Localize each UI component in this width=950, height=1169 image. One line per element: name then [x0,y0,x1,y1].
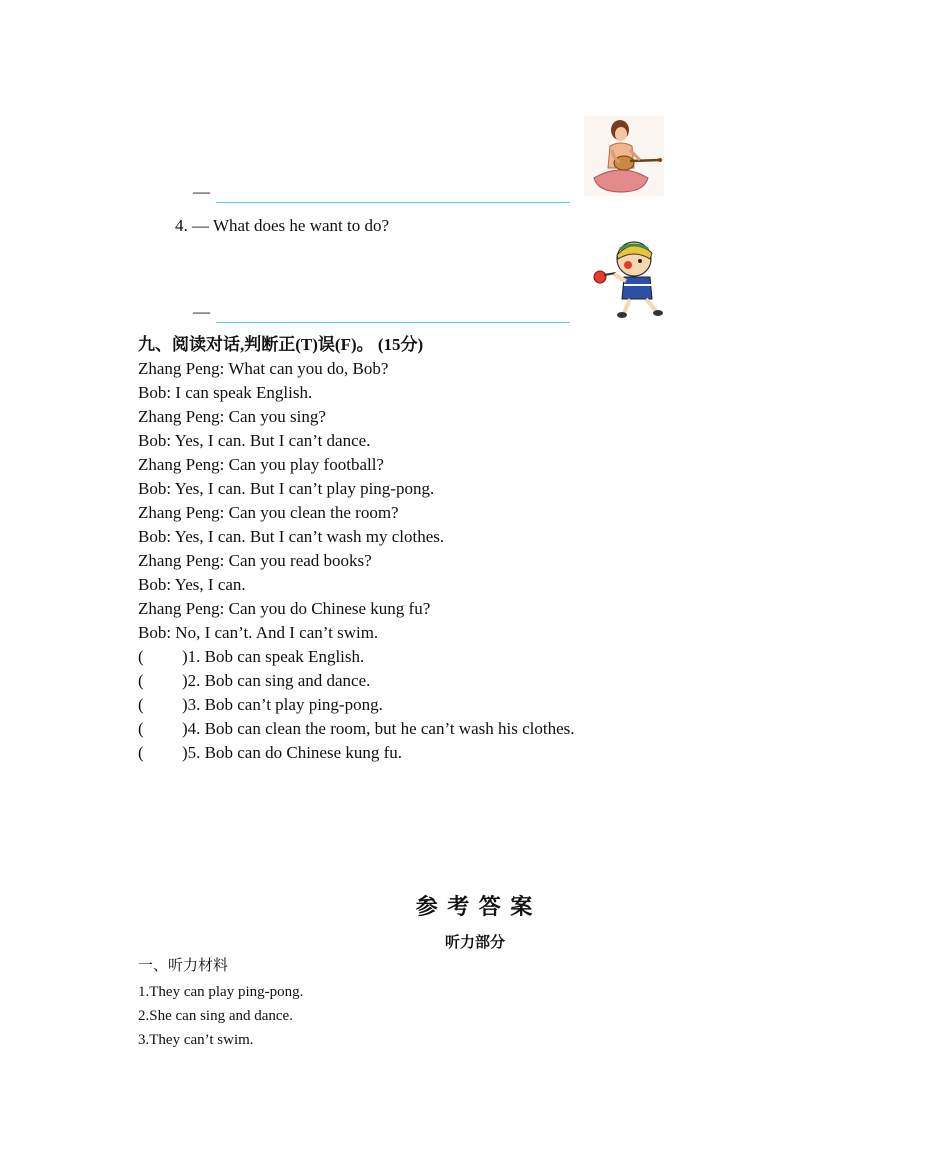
answer-line-q3[interactable] [216,202,570,203]
dialogue-line: Zhang Peng: Can you do Chinese kung fu? [138,599,431,618]
ping-pong-boy-illustration [590,237,674,319]
dialogue-line: Bob: Yes, I can. But I can’t wash my clothes. [138,527,445,546]
dialogue-line: Bob: No, I can’t. And I can’t swim. [138,623,379,642]
answer-item: 2.She can sing and dance. [138,1008,293,1024]
answer-item: 1.They can play ping-pong. [138,984,304,1000]
dialogue-line: Bob: Yes, I can. But I can’t play ping-pong. [138,479,435,498]
answer-dash-q4: — [193,302,210,321]
tf-statement-1 [138,647,364,667]
dialogue-line: Bob: Yes, I can. [138,575,246,594]
dialogue-line: Zhang Peng: Can you read books? [138,551,372,570]
dialogue-line: Zhang Peng: Can you play football? [138,455,384,474]
listening-materials-heading: 一、听力材料 [138,958,229,974]
paren-close: ) [182,719,188,738]
paren-close: ) [182,671,188,690]
dialogue-line: Zhang Peng: Can you sing? [138,407,326,426]
statement-text: 1. Bob can speak English. [187,647,365,666]
answer-blank[interactable]: ( [138,719,144,738]
answer-key-title: 参 考 答 案 [415,894,535,919]
tf-statement-3 [138,695,383,715]
tf-statement-5 [138,743,402,763]
statement-text: 3. Bob can’t play ping-pong. [187,695,383,714]
dialogue-line: Zhang Peng: Can you clean the room? [138,503,399,522]
paren-close: ) [182,647,188,666]
pipa-player-illustration [584,116,664,196]
answer-blank[interactable]: ( [138,695,144,714]
dialogue-line: Bob: I can speak English. [138,383,313,402]
dialogue-line: Bob: Yes, I can. But I can’t dance. [138,431,371,450]
tf-statement-4 [138,719,574,739]
paren-close: ) [182,695,188,714]
answer-blank[interactable]: ( [138,671,144,690]
answer-line-q4[interactable] [216,322,570,323]
statement-text: 2. Bob can sing and dance. [187,671,371,690]
question-4-prompt: 4. — What does he want to do? [175,216,390,235]
answer-dash-q3: — [193,182,210,201]
statement-text: 4. Bob can clean the room, but he can’t wash his clothes. [187,719,575,738]
answer-blank[interactable]: ( [138,743,144,762]
answer-item: 3.They can’t swim. [138,1032,254,1048]
answer-blank[interactable]: ( [138,647,144,666]
paren-close: ) [182,743,188,762]
statement-text: 5. Bob can do Chinese kung fu. [187,743,403,762]
listening-part-subtitle: 听力部分 [444,935,505,951]
tf-statement-2 [138,671,370,691]
dialogue-line: Zhang Peng: What can you do, Bob? [138,359,389,378]
section-9-heading: 九、阅读对话,判断正(T)误(F)。 (15分) [138,335,424,354]
